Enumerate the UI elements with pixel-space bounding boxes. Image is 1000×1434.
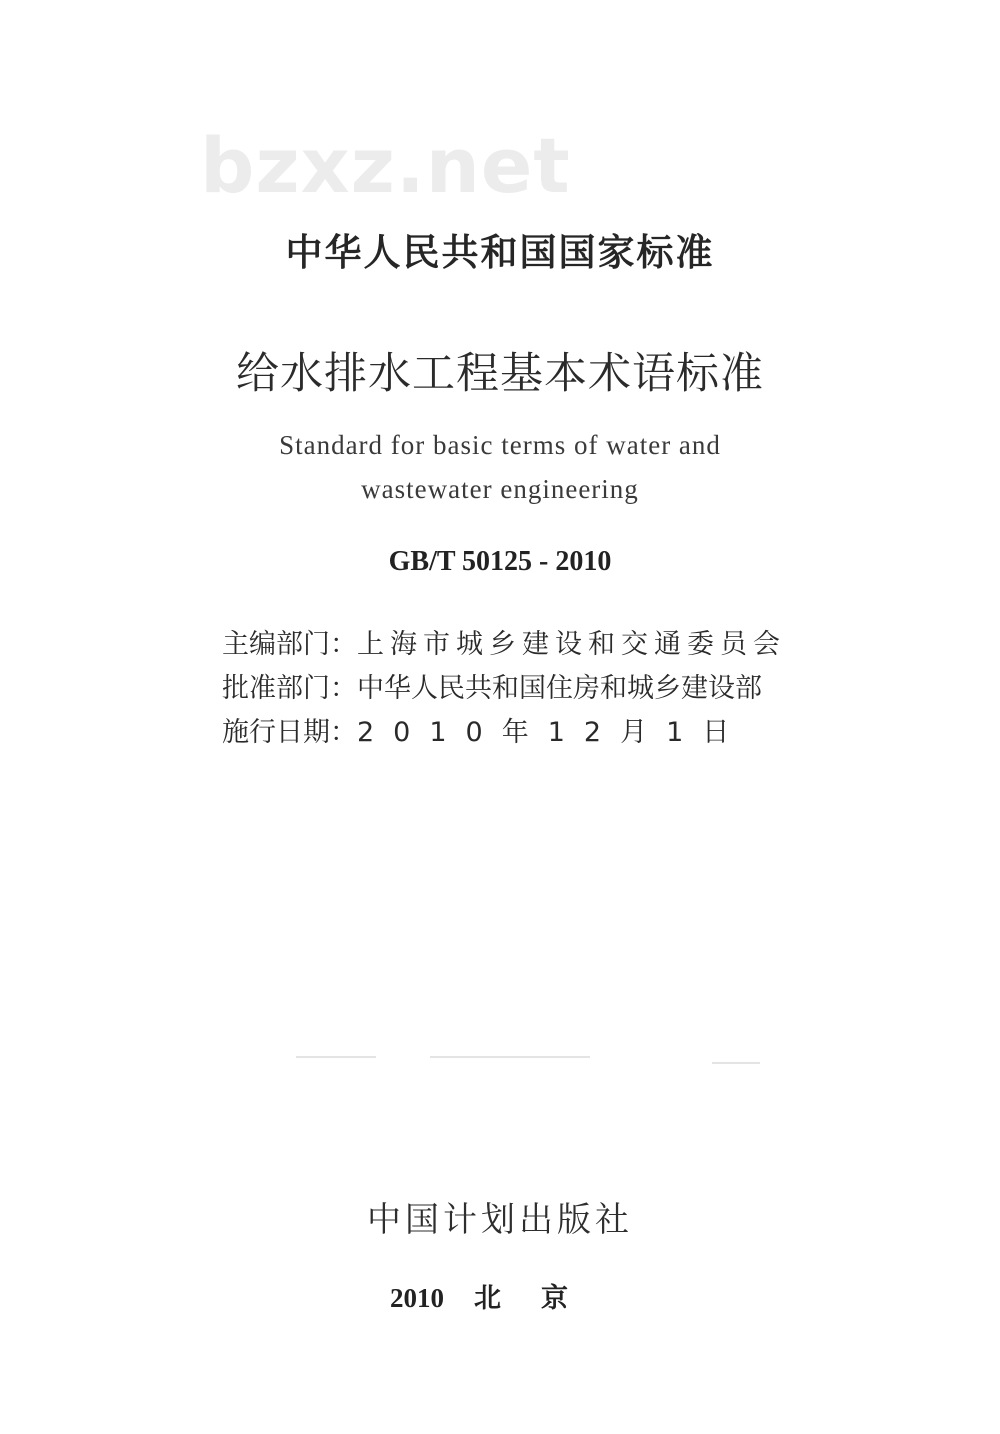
standard-code: GB/T 50125 - 2010 [388, 546, 612, 577]
document-title-english-line2: wastewater engineering [361, 474, 639, 504]
publication-year: 2010 [390, 1283, 444, 1313]
editor-department-label: 主编部门： [222, 629, 357, 660]
publication-year-place [390, 1276, 608, 1315]
national-standard-heading: 中华人民共和国国家标准 [285, 231, 715, 274]
approval-department-label: 批准部门： [222, 673, 357, 704]
approval-department-row [222, 666, 822, 705]
scan-smudge [430, 1056, 590, 1058]
watermark: bzxz.net [200, 121, 571, 210]
effective-date-row [222, 710, 822, 749]
editor-department-value: 上海市城乡建设和交通委员会 [357, 629, 786, 660]
editor-department-row [222, 622, 822, 661]
scan-smudge [712, 1062, 760, 1064]
publication-city: 北京 [474, 1283, 608, 1314]
approval-department-value: 中华人民共和国住房和城乡建设部 [357, 673, 762, 704]
scan-smudge [296, 1056, 376, 1058]
effective-date-label: 施行日期： [222, 717, 357, 748]
document-title-chinese: 给水排水工程基本术语标准 [236, 349, 764, 399]
effective-date-value: 2010年12月1日 [357, 717, 749, 748]
document-title-english-line1: Standard for basic terms of water and [279, 430, 721, 460]
publisher-name: 中国计划出版社 [367, 1200, 633, 1240]
